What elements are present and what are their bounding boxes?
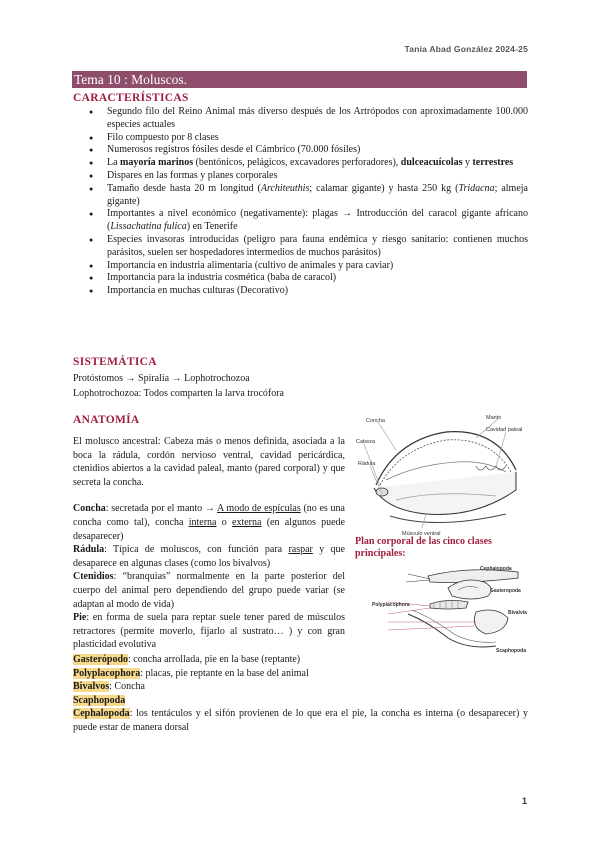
label-concha: Concha	[366, 418, 385, 424]
sistematica-line-1: Protóstomos → Spiralia → Lophotrochozoa	[73, 373, 250, 384]
caracteristicas-list	[72, 106, 528, 298]
figure-caption: Plan corporal de las cinco clases principales:	[355, 536, 492, 559]
label-bivalvia: Bivalvia	[508, 610, 527, 616]
list-item: ● Filo compuesto por 8 clases	[72, 132, 528, 145]
list-item: Bivalvos: Concha	[73, 681, 145, 693]
label-cavidad-paleal: Cavidad paleal	[486, 427, 523, 433]
label-cabeza: Cabeza	[356, 439, 375, 445]
list-item: Scaphopoda	[73, 694, 126, 706]
section-anatomia: ANATOMÍA	[73, 414, 140, 426]
label-scaphopoda: Scaphopoda	[496, 648, 527, 654]
list-item: ● Importancia en muchas culturas (Decorativo)	[72, 285, 528, 298]
classes-list	[73, 653, 528, 735]
list-item: ● Especies invasoras introducidas (peligro para fauna endémica y riesgo sanitario: contienen muchos parásitos, suelen ser hospedadores intermedios de muchos parásitos)	[72, 234, 528, 260]
ancestral-mollusc-figure	[356, 410, 528, 538]
anatomia-intro: El molusco ancestral: Cabeza más o menos definida, asociada a la boca la rádula, cordón nervioso ventral, cavidad pericárdica, ctenidios abiertos a la cavidad paleal, manto (pared corporal) y que secreta la concha.	[73, 436, 345, 488]
sistematica-line-2: Lophotrochozoa: Todos comparten la larva trocófora	[73, 388, 284, 399]
section-caracteristicas: CARACTERÍSTICAS	[73, 92, 189, 104]
concha-paragraph: Concha: secretada por el manto → A modo de espículas (no es una concha como tal), concha interna o externa (en algunos puede desaparecer)	[73, 503, 345, 542]
header-author: Tania Abad González 2024-25	[404, 44, 528, 54]
label-radula: Rádula	[358, 461, 376, 467]
list-item: Cephalopoda: los tentáculos y el sifón provienen de lo que era el pie, la concha es interna (o desaparecer) y puede estar de manera dorsal	[73, 708, 528, 733]
list-item: ● Importancia para la industria cosmética (baba de caracol)	[72, 272, 528, 285]
list-item: ● Segundo filo del Reino Animal más diverso después de los Artrópodos con aproximadamente 100.000 especies actuales	[72, 106, 528, 132]
list-item: ● Importantes a nivel económico (negativamente): plagas → Introducción del caracol gigante africano (Lissachatina fulica) en Tenerife	[72, 208, 528, 234]
list-item: ● Tamaño desde hasta 20 m longitud (Architeuthis; calamar gigante) y hasta 250 kg (Tridacna; almeja gigante)	[72, 183, 528, 209]
label-musculo-ventral: Músculo ventral	[402, 531, 441, 537]
label-manto: Manto	[486, 415, 502, 421]
ctenidios-paragraph: Ctenidios: “branquias” normalmente en la parte posterior del cuerpo del animal pero dependiendo del grupo puede variar (se adaptan al modo de vida)	[73, 571, 345, 610]
list-item: Gasterópodo: concha arrollada, pie en la base (reptante)	[73, 654, 301, 665]
section-sistematica: SISTEMÁTICA	[73, 356, 157, 368]
page-title: Tema 10 : Moluscos.	[74, 72, 188, 87]
anatomia-text	[73, 435, 345, 652]
pie-paragraph: Pie: en forma de suela para reptar suele tener pared de músculos retractores (permite moverlo, fijarlo al sustrato… ) y con gran plasticidad evolutiva	[73, 612, 345, 651]
list-item: ● Dispares en las formas y planes corporales	[72, 170, 528, 183]
label-polyplacophora: Polyplacophora	[372, 602, 410, 608]
page-number: 1	[521, 796, 527, 806]
title-bar	[72, 71, 527, 88]
list-item: Polyplacophora: placas, pie reptante en la base del animal	[73, 667, 309, 679]
label-cephalopoda: Cephalopoda	[480, 566, 512, 572]
radula-paragraph: Rádula: Típica de moluscos, con función para raspar y que desaparece en algunas clases (como los bivalvos)	[73, 544, 345, 569]
label-gasteropoda: Gasteropoda	[490, 588, 521, 594]
list-item: ● La mayoría marinos (bentónicos, pelágicos, excavadores perforadores), dulceacuícolas y terrestres	[72, 157, 528, 170]
list-item: ● Numerosos registros fósiles desde el Cámbrico (70.000 fósiles)	[72, 144, 528, 157]
five-classes-figure	[368, 562, 528, 654]
list-item: ● Importancia en industria alimentaria (cultivo de animales y para caviar)	[72, 260, 528, 273]
